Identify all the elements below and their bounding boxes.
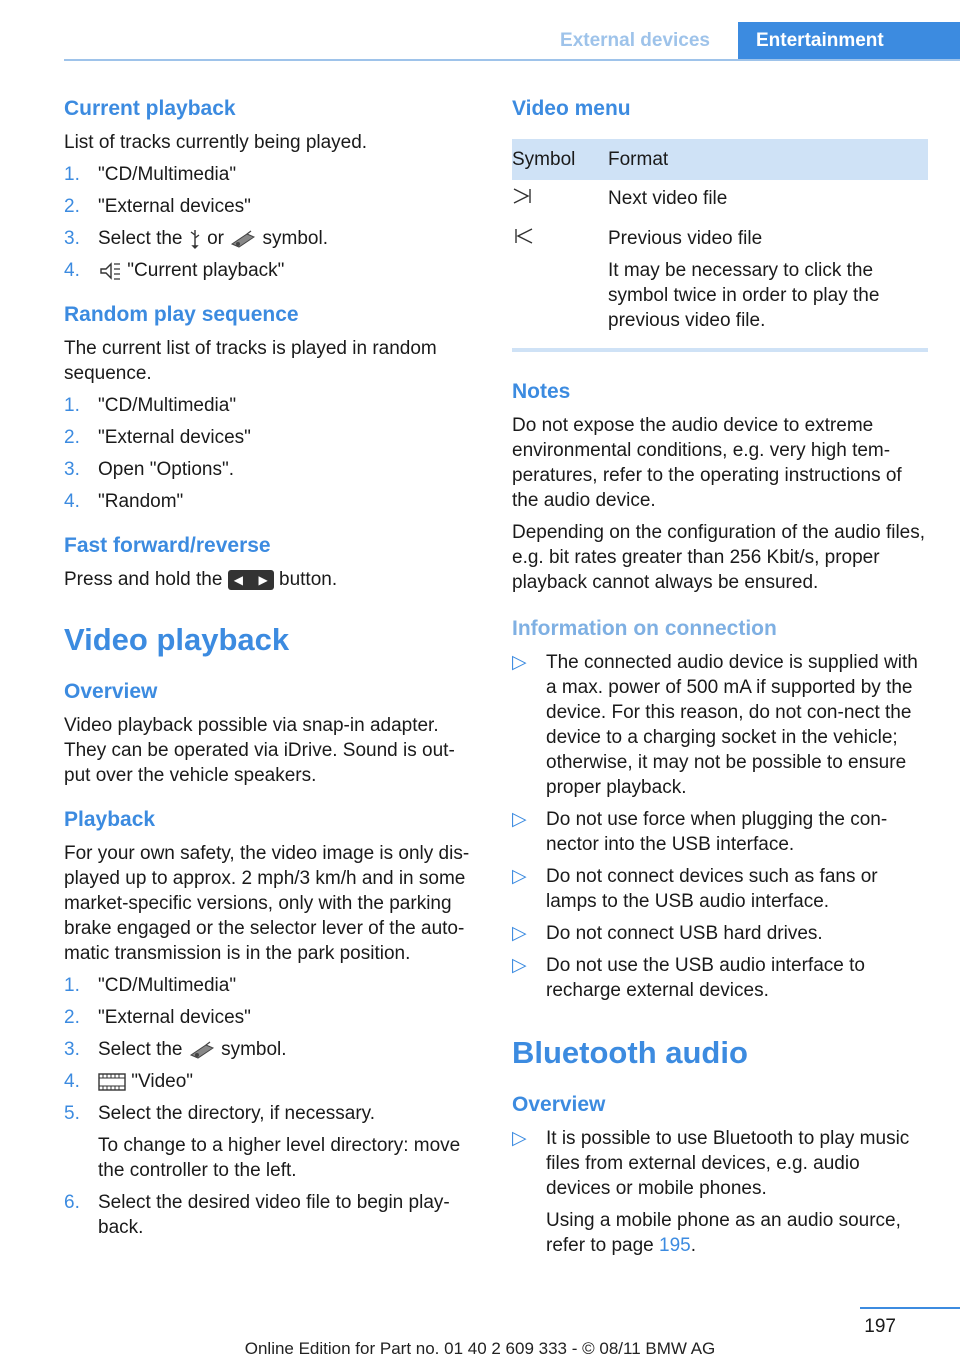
- step-number: 6.: [64, 1192, 80, 1213]
- step-number: 2.: [64, 427, 80, 448]
- column-header-format: Format: [608, 139, 928, 180]
- step-text: "CD/Multimedia": [98, 164, 237, 185]
- step-number: 4.: [64, 491, 80, 512]
- previous-track-icon: [512, 226, 534, 246]
- connection-section: [512, 615, 928, 1003]
- bluetooth-list: [512, 1126, 928, 1258]
- list-item: [64, 457, 480, 482]
- overview-section: [64, 678, 480, 788]
- step-text: Select the desired video file to begin play-back.: [98, 1192, 450, 1238]
- step-text: Open "Options".: [98, 459, 235, 480]
- header-chapter-tab: Entertainment: [738, 22, 960, 60]
- step-number: 2.: [64, 196, 80, 217]
- step-number: 1.: [64, 164, 80, 185]
- list-item: [512, 953, 928, 1003]
- list-item-text: The connected audio device is supplied with a max. power of 500 mA if supported by the device. For this reason, do not con-nect the device to a charging socket in the vehicle; otherwise, it may not be possible to ensure proper playback.: [546, 652, 918, 798]
- usb-plug-icon: [188, 229, 202, 249]
- header-section-label: External devices: [560, 30, 710, 51]
- playback-section: [64, 806, 480, 1240]
- format-text: Next video file: [608, 188, 728, 209]
- header-rule: [64, 59, 960, 61]
- list-item: [64, 1005, 480, 1030]
- step-text: Select the: [98, 1039, 183, 1060]
- list-item: [64, 194, 480, 219]
- notes-heading: Notes: [512, 380, 571, 403]
- list-item: [64, 226, 480, 251]
- current-playback-section: [64, 95, 480, 283]
- fast-forward-pre: Press and hold the: [64, 569, 223, 590]
- step-number: 3.: [64, 228, 80, 249]
- audio-device-icon: [188, 1040, 216, 1060]
- list-item: [512, 807, 928, 857]
- list-item: [64, 1101, 480, 1183]
- step-number: 4.: [64, 1071, 80, 1092]
- fast-forward-section: [64, 532, 480, 592]
- page-reference-link[interactable]: 195: [659, 1235, 691, 1256]
- bullet-triangle-icon: ▷: [512, 652, 527, 673]
- fast-forward-text: [64, 567, 480, 592]
- list-item: [64, 393, 480, 418]
- step-text: "Random": [98, 491, 184, 512]
- random-play-steps: [64, 393, 480, 514]
- list-item: [64, 258, 480, 283]
- step-text: "External devices": [98, 196, 251, 217]
- bullet-triangle-icon: ▷: [512, 923, 527, 944]
- step-text: or: [207, 228, 224, 249]
- playback-steps: [64, 973, 480, 1240]
- left-column: [64, 95, 480, 1258]
- video-filmstrip-icon: [98, 1072, 126, 1092]
- footer-rule: [860, 1307, 960, 1309]
- bullet-triangle-icon: ▷: [512, 955, 527, 976]
- notes-paragraph: Do not expose the audio device to extreme environmental conditions, e.g. very high tem-peratures, refer to the operating instructions of the audio device.: [512, 415, 902, 511]
- step-number: 4.: [64, 260, 80, 281]
- bluetooth-overview-section: [512, 1091, 928, 1258]
- footer-edition: Online Edition for Part no. 01 40 2 609 333 - © 08/11 BMW AG: [244, 1339, 716, 1358]
- notes-paragraph: Depending on the configuration of the audio files, e.g. bit rates greater than 256 Kbit/s, proper playback cannot always be ensured.: [512, 522, 926, 593]
- video-menu-table: [512, 139, 928, 352]
- overview-heading: Overview: [64, 680, 158, 703]
- list-item: [512, 650, 928, 800]
- format-cell: [608, 220, 928, 350]
- table-header-row: [512, 139, 928, 180]
- bluetooth-overview-heading: Overview: [512, 1093, 606, 1116]
- playback-text: For your own safety, the video image is only dis-played up to approx. 2 mph/3 km/h and in some market-specific versions, only with the parking brake engaged or the selector lever of the auto-matic transmission is in the park position.: [64, 843, 470, 964]
- current-playback-steps: [64, 162, 480, 283]
- connection-heading: Information on connection: [512, 617, 777, 640]
- table-row: [512, 180, 928, 220]
- list-item-text: Do not connect devices such as fans or lamps to the USB audio interface.: [546, 866, 878, 912]
- connection-list: [512, 650, 928, 1003]
- page-number: 197: [864, 1316, 896, 1337]
- step-number: 1.: [64, 975, 80, 996]
- list-item: [64, 973, 480, 998]
- list-item-text: Do not connect USB hard drives.: [546, 923, 823, 944]
- step-text: "CD/Multimedia": [98, 975, 237, 996]
- step-number: 2.: [64, 1007, 80, 1028]
- video-menu-heading: Video menu: [512, 97, 631, 120]
- bullet-triangle-icon: ▷: [512, 1128, 527, 1149]
- step-number: 3.: [64, 459, 80, 480]
- list-item-text: It is possible to use Bluetooth to play music files from external devices, e.g. audio devices or mobile phones.: [546, 1128, 910, 1199]
- playback-heading: Playback: [64, 808, 156, 831]
- list-item-text: Do not use the USB audio interface to recharge external devices.: [546, 955, 865, 1001]
- step-text: Select the directory, if necessary.: [98, 1103, 376, 1124]
- video-playback-heading: Video playback: [64, 622, 290, 657]
- next-track-icon: [512, 186, 534, 206]
- list-item: [64, 1069, 480, 1094]
- list-item: [64, 1190, 480, 1240]
- step-text: "Current playback": [127, 260, 285, 281]
- list-item-subtext: [546, 1208, 928, 1258]
- list-item: [64, 425, 480, 450]
- random-play-section: [64, 301, 480, 514]
- random-play-heading: Random play sequence: [64, 303, 299, 326]
- step-number: 3.: [64, 1039, 80, 1060]
- step-text: symbol.: [262, 228, 328, 249]
- current-playback-heading: Current playback: [64, 97, 236, 120]
- bullet-triangle-icon: ▷: [512, 866, 527, 887]
- subtext-pre: Using a mobile phone as an audio source, refer to page: [546, 1210, 901, 1256]
- fast-forward-heading: Fast forward/reverse: [64, 534, 271, 557]
- current-playback-intro: List of tracks currently being played.: [64, 132, 368, 153]
- list-item: [64, 162, 480, 187]
- symbol-cell: [512, 220, 608, 350]
- list-item: [512, 1126, 928, 1258]
- right-column: [512, 95, 928, 1276]
- bluetooth-audio-heading: Bluetooth audio: [512, 1035, 748, 1070]
- seek-button-icon: ◀ ▶: [228, 570, 274, 590]
- step-text: "CD/Multimedia": [98, 395, 237, 416]
- list-item: [64, 1037, 480, 1062]
- column-header-symbol: Symbol: [512, 139, 608, 180]
- step-number: 5.: [64, 1103, 80, 1124]
- list-item-text: Do not use force when plugging the con-nector into the USB interface.: [546, 809, 888, 855]
- step-number: 1.: [64, 395, 80, 416]
- list-item: [512, 921, 928, 946]
- bullet-triangle-icon: ▷: [512, 809, 527, 830]
- symbol-cell: [512, 180, 608, 220]
- step-subtext: To change to a higher level directory: move the controller to the left.: [98, 1135, 461, 1181]
- format-note: It may be necessary to click the symbol twice in order to play the previous video file.: [608, 260, 880, 331]
- step-text: "External devices": [98, 1007, 251, 1028]
- fast-forward-post: button.: [279, 569, 338, 590]
- format-cell: [608, 180, 928, 220]
- table-row: [512, 220, 928, 350]
- step-text: "Video": [131, 1071, 194, 1092]
- step-text: "External devices": [98, 427, 251, 448]
- current-playback-icon: [98, 261, 122, 281]
- list-item: [64, 489, 480, 514]
- audio-device-icon: [229, 229, 257, 249]
- subtext-post: .: [690, 1235, 697, 1256]
- format-text: Previous video file: [608, 228, 763, 249]
- random-play-intro: The current list of tracks is played in random sequence.: [64, 338, 437, 384]
- step-text: symbol.: [221, 1039, 287, 1060]
- list-item: [512, 864, 928, 914]
- overview-text: Video playback possible via snap-in adapter. They can be operated via iDrive. Sound is out-put over the vehicle speakers.: [64, 715, 455, 786]
- step-text: Select the: [98, 228, 183, 249]
- notes-section: [512, 378, 928, 595]
